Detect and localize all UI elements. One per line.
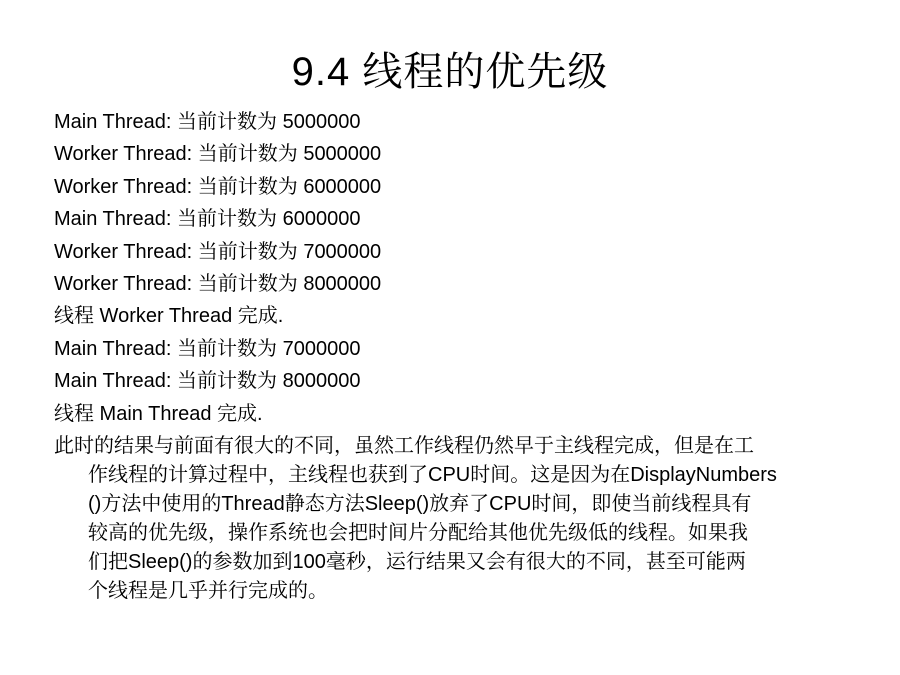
- console-output-list: [54, 106, 874, 430]
- paragraph-line: ()方法中使用的Thread静态方法Sleep()放弃了CPU时间，即使当前线程具有: [88, 493, 752, 515]
- console-output-line: Main Thread: 当前计数为 8000000: [54, 370, 361, 393]
- paragraph-line: 较高的优先级，操作系统也会把时间片分配给其他优先级低的线程。如果我: [88, 522, 748, 544]
- console-output-line: Worker Thread: 当前计数为 8000000: [54, 272, 382, 295]
- slide-title: 9.4 线程的优先级: [291, 50, 609, 94]
- console-output-line: Worker Thread: 当前计数为 6000000: [54, 175, 382, 198]
- paragraph-line: 作线程的计算过程中，主线程也获到了CPU时间。这是因为在DisplayNumbers: [88, 464, 777, 486]
- explanation-paragraph: [54, 432, 869, 606]
- paragraph-line: 个线程是几乎并行完成的。: [88, 580, 328, 602]
- paragraph-line: 此时的结果与前面有很大的不同，虽然工作线程仍然早于主线程完成，但是在工: [54, 435, 754, 457]
- console-output-line: Main Thread: 当前计数为 7000000: [54, 337, 361, 360]
- console-output-line: Worker Thread: 当前计数为 7000000: [54, 240, 382, 263]
- paragraph-line: 们把Sleep()的参数加到100毫秒，运行结果又会有很大的不同，甚至可能两: [88, 551, 746, 573]
- console-output-line: 线程 Main Thread 完成.: [54, 402, 263, 425]
- console-output-line: Main Thread: 当前计数为 6000000: [54, 208, 361, 231]
- console-output-line: Worker Thread: 当前计数为 5000000: [54, 143, 382, 166]
- console-output-line: Main Thread: 当前计数为 5000000: [54, 111, 361, 133]
- console-output-line: 线程 Worker Thread 完成.: [54, 305, 284, 328]
